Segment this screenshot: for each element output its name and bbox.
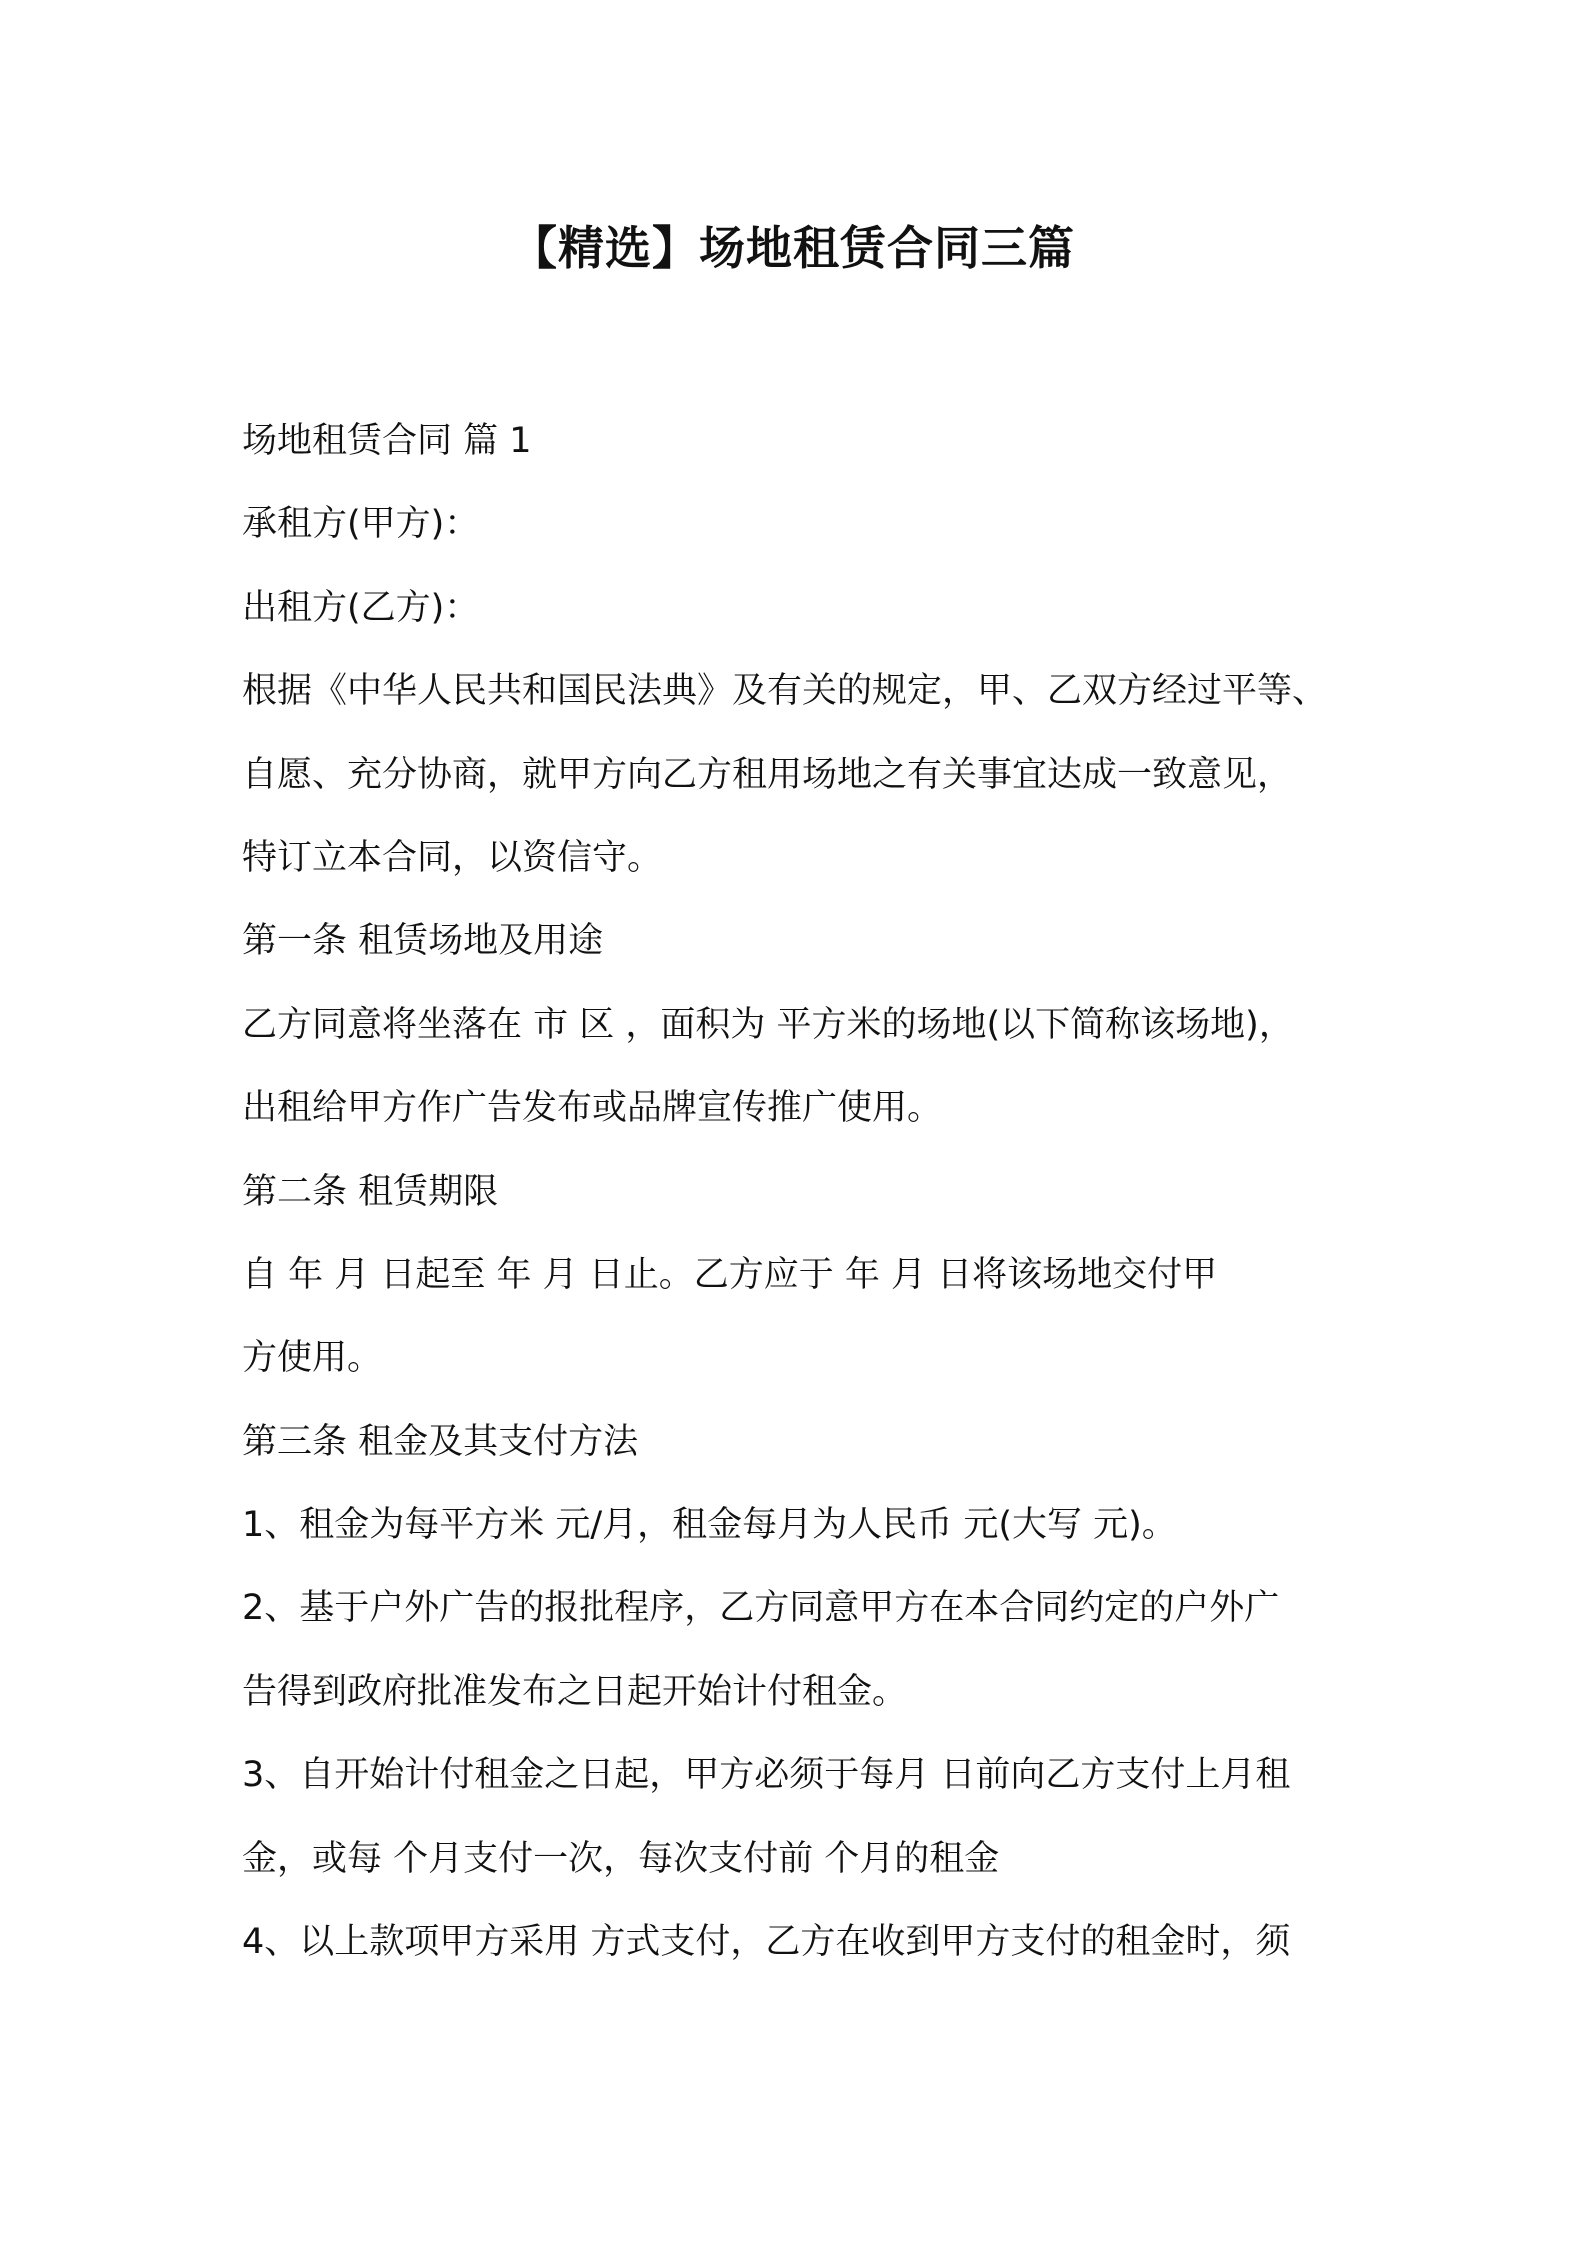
article-text-line: 出租给甲方作广告发布或品牌宣传推广使用。: [242, 1088, 943, 1129]
preamble-line: 特订立本合同，以资信守。: [242, 837, 663, 878]
clause-line: 4、以上款项甲方采用 方式支付，乙方在收到甲方支付的租金时，须: [242, 1922, 1291, 1963]
article-heading: 第二条 租赁期限: [242, 1171, 499, 1212]
preamble-line: 根据《中华人民共和国民法典》及有关的规定，甲、乙双方经过平等、: [242, 671, 1328, 712]
clause-line: 金，或每 个月支付一次，每次支付前 个月的租金: [242, 1838, 1000, 1879]
article-heading: 第三条 租金及其支付方法: [242, 1421, 639, 1462]
article-text-line: 乙方同意将坐落在 市 区 ，面积为 平方米的场地(以下简称该场地)，: [242, 1004, 1294, 1045]
section-heading: 场地租赁合同 篇 1: [242, 421, 532, 461]
clause-line: 3、自开始计付租金之日起，甲方必须于每月 日前向乙方支付上月租: [242, 1755, 1291, 1796]
lessee-line: 承租方(甲方)：: [242, 504, 480, 545]
clause-line: 告得到政府批准发布之日起开始计付租金。: [242, 1671, 908, 1712]
article-text-line: 方使用。: [242, 1338, 383, 1379]
article-text-line: 自 年 月 日起至 年 月 日止。乙方应于 年 月 日将该场地交付甲: [242, 1254, 1218, 1295]
clause-line: 1、租金为每平方米 元/月，租金每月为人民币 元(大写 元)。: [242, 1505, 1177, 1546]
lessor-line: 出租方(乙方)：: [242, 587, 480, 628]
document-title: 【精选】场地租赁合同三篇: [511, 221, 1075, 275]
preamble-line: 自愿、充分协商，就甲方向乙方租用场地之有关事宜达成一致意见，: [242, 754, 1293, 795]
article-heading: 第一条 租赁场地及用途: [242, 921, 604, 962]
clause-line: 2、基于户外广告的报批程序，乙方同意甲方在本合同约定的户外广: [242, 1588, 1280, 1629]
document-body: [242, 400, 1372, 1984]
